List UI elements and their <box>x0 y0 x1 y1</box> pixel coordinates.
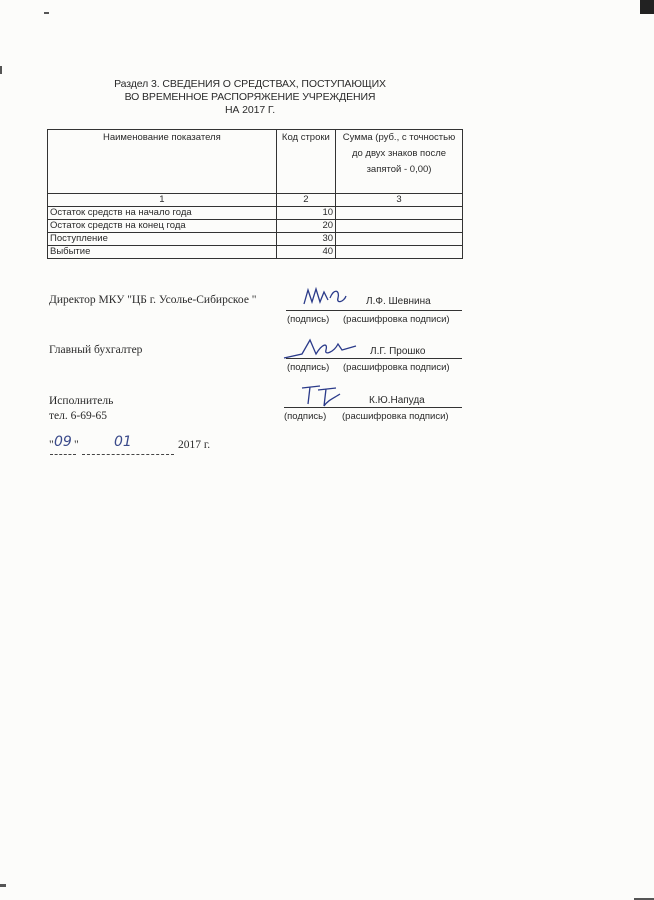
section-title-line: НА 2017 Г. <box>224 104 276 116</box>
accountant-sign-line <box>286 358 462 359</box>
row-code: 30 <box>276 233 335 246</box>
caption-decode: (расшифровка подписи) <box>342 411 449 422</box>
row-sum <box>336 220 463 233</box>
row-name: Остаток средств на начало года <box>48 207 277 220</box>
accountant-position: Главный бухгалтер <box>49 344 143 356</box>
date-open-quote: " <box>49 439 54 451</box>
row-code: 10 <box>276 207 335 220</box>
caption-sign: (подпись) <box>287 362 330 373</box>
scan-artifact <box>640 0 654 14</box>
date-month: 01 <box>114 434 132 450</box>
row-sum <box>336 233 463 246</box>
header-line-code: Код строки <box>276 130 335 194</box>
row-sum <box>336 246 463 259</box>
table-row <box>48 220 463 233</box>
row-name: Остаток средств на конец года <box>48 220 277 233</box>
scan-artifact <box>0 66 2 74</box>
date-day: 09 <box>54 434 72 450</box>
executor-position: Исполнитель <box>49 395 114 407</box>
table-row <box>48 233 463 246</box>
row-sum <box>336 207 463 220</box>
table-row <box>48 246 463 259</box>
section-title <box>80 78 420 117</box>
date-day-line <box>50 454 76 455</box>
director-signature-icon <box>300 284 350 310</box>
table-header-row <box>48 130 463 194</box>
scan-artifact <box>0 884 6 887</box>
header-indicator-name: Наименование показателя <box>48 130 277 194</box>
date-month-line <box>82 454 174 455</box>
executor-phone: тел. 6-69-65 <box>49 410 108 422</box>
section-title-line: Раздел 3. СВЕДЕНИЯ О СРЕДСТВАХ, ПОСТУПАЮЩИХ <box>114 78 386 90</box>
column-number: 2 <box>276 194 335 207</box>
director-name: Л.Ф. Шевнина <box>366 296 431 307</box>
table-row <box>48 207 463 220</box>
column-number: 1 <box>48 194 277 207</box>
executor-sign-line <box>284 407 462 408</box>
date-close-quote: " <box>74 439 79 451</box>
row-code: 40 <box>276 246 335 259</box>
caption-decode: (расшифровка подписи) <box>343 362 450 373</box>
header-sum: Сумма (руб., с точностью до двух знаков после запятой - 0,00) <box>336 130 463 194</box>
accountant-name: Л.Г. Прошко <box>370 346 426 357</box>
table-column-numbers-row <box>48 194 463 207</box>
row-code: 20 <box>276 220 335 233</box>
scan-artifact <box>44 12 49 14</box>
caption-decode: (расшифровка подписи) <box>343 314 450 325</box>
date-year: 2017 г. <box>178 439 211 451</box>
executor-signature-icon <box>296 380 346 410</box>
row-name: Выбытие <box>48 246 277 259</box>
director-sign-line <box>286 310 462 311</box>
row-name: Поступление <box>48 233 277 246</box>
caption-sign: (подпись) <box>284 411 327 422</box>
director-position: Директор МКУ "ЦБ г. Усолье-Сибирское " <box>49 294 257 306</box>
executor-name: К.Ю.Напуда <box>369 395 425 406</box>
funds-table <box>47 129 463 259</box>
section-title-line: ВО ВРЕМЕННОЕ РАСПОРЯЖЕНИЕ УЧРЕЖДЕНИЯ <box>124 91 376 103</box>
column-number: 3 <box>336 194 463 207</box>
caption-sign: (подпись) <box>287 314 330 325</box>
